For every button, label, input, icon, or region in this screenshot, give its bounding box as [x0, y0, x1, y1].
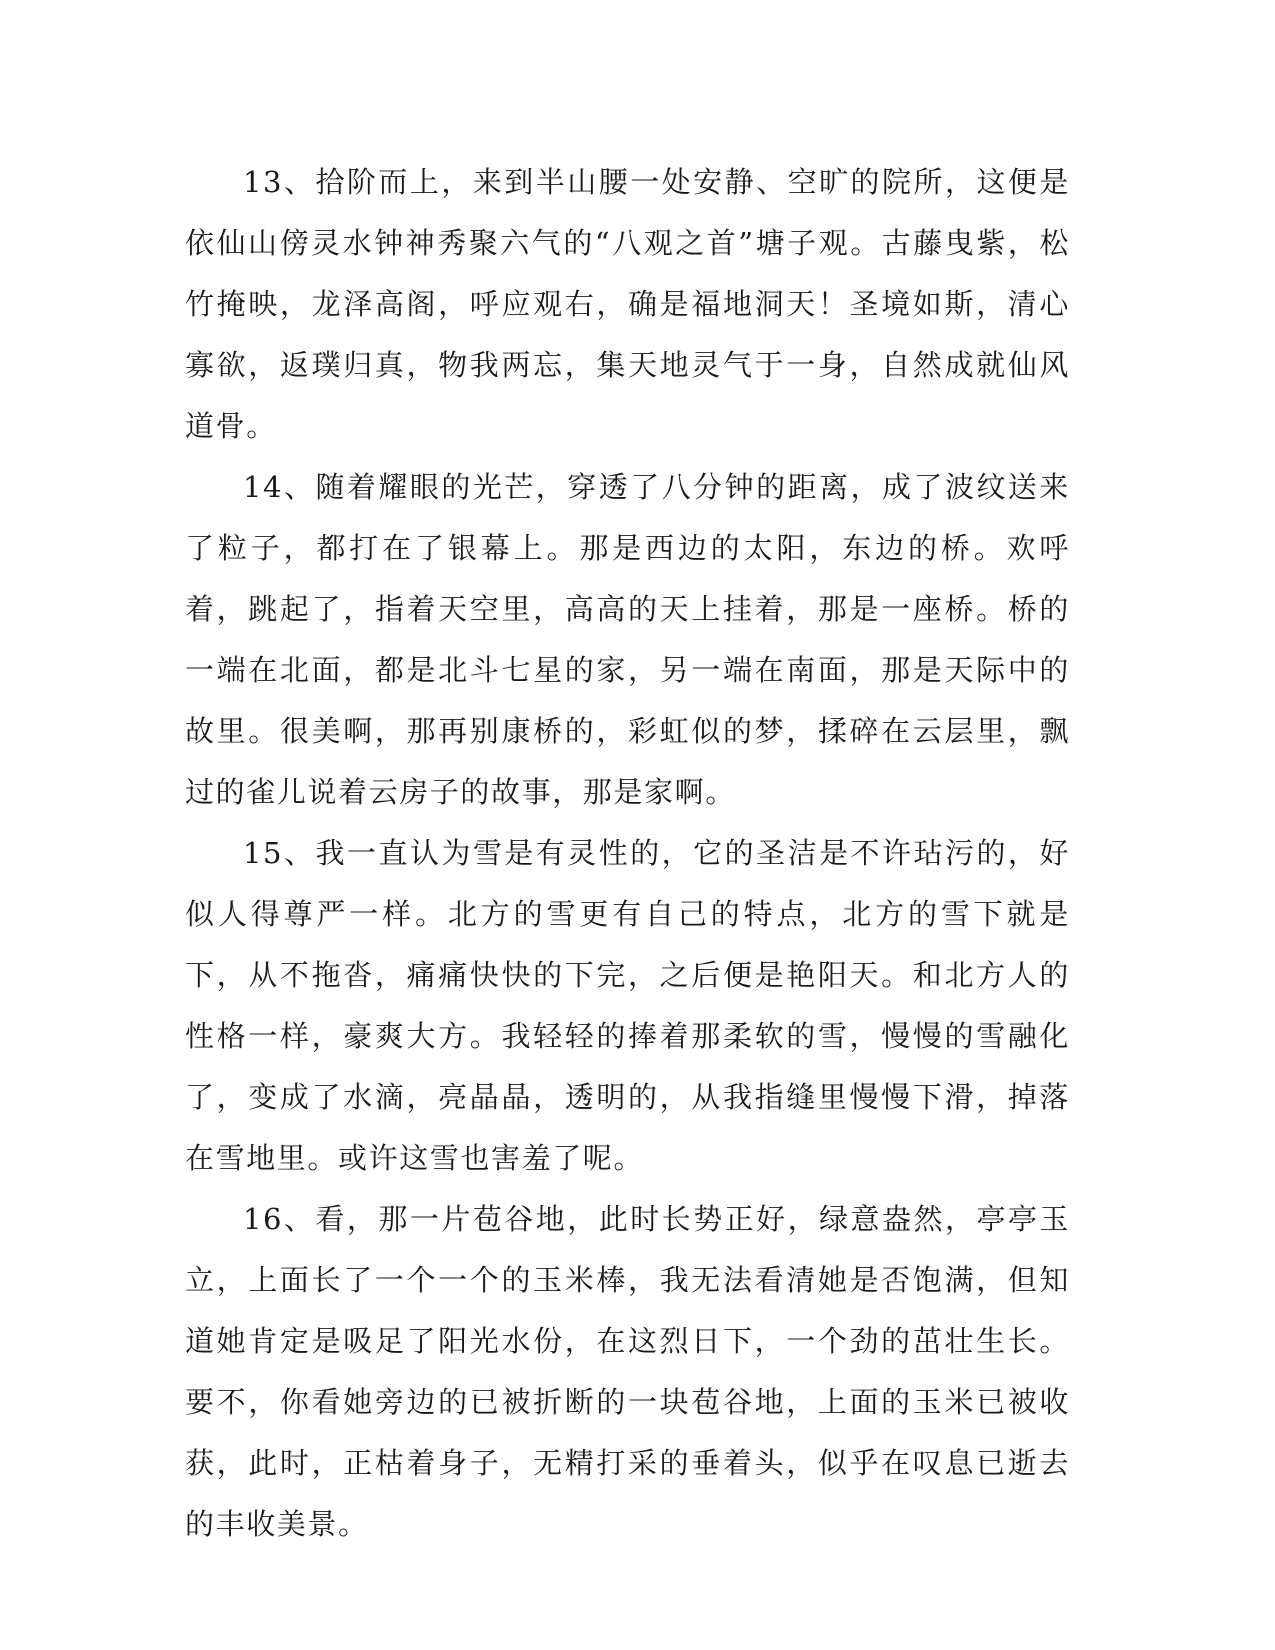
document-body — [185, 152, 1070, 1555]
paragraph-15: 15、我一直认为雪是有灵性的，它的圣洁是不许玷污的，好似人得尊严一样。北方的雪更有自己的特点，北方的雪下就是下，从不拖沓，痛痛快快的下完，之后便是艳阳天。和北方人的性格一样，豪爽大方。我轻轻的捧着那柔软的雪，慢慢的雪融化了，变成了水滴，亮晶晶，透明的，从我指缝里慢慢下滑，掉落在雪地里。或许这雪也害羞了呢。 — [185, 836, 1070, 1175]
paragraph-13: 13、拾阶而上，来到半山腰一处安静、空旷的院所，这便是依仙山傍灵水钟神秀聚六气的“八观之首”塘子观。古藤曳紫，松竹掩映，龙泽高阁，呼应观右，确是福地洞天！圣境如斯，清心寡欲，返璞归真，物我两忘，集天地灵气于一身，自然成就仙风道骨。 — [185, 165, 1070, 443]
paragraph-14: 14、随着耀眼的光芒，穿透了八分钟的距离，成了波纹送来了粒子，都打在了银幕上。那是西边的太阳，东边的桥。欢呼着，跳起了，指着天空里，高高的天上挂着，那是一座桥。桥的一端在北面，都是北斗七星的家，另一端在南面，那是天际中的故里。很美啊，那再别康桥的，彩虹似的梦，揉碎在云层里，飘过的雀儿说着云房子的故事，那是家啊。 — [185, 470, 1070, 809]
paragraph-16: 16、看，那一片苞谷地，此时长势正好，绿意盎然，亭亭玉立，上面长了一个一个的玉米棒，我无法看清她是否饱满，但知道她肯定是吸足了阳光水份，在这烈日下，一个劲的茁壮生长。要不，你看她旁边的已被折断的一块苞谷地，上面的玉米已被收获，此时，正枯着身子，无精打采的垂着头，似乎在叹息已逝去的丰收美景。 — [185, 1202, 1070, 1541]
